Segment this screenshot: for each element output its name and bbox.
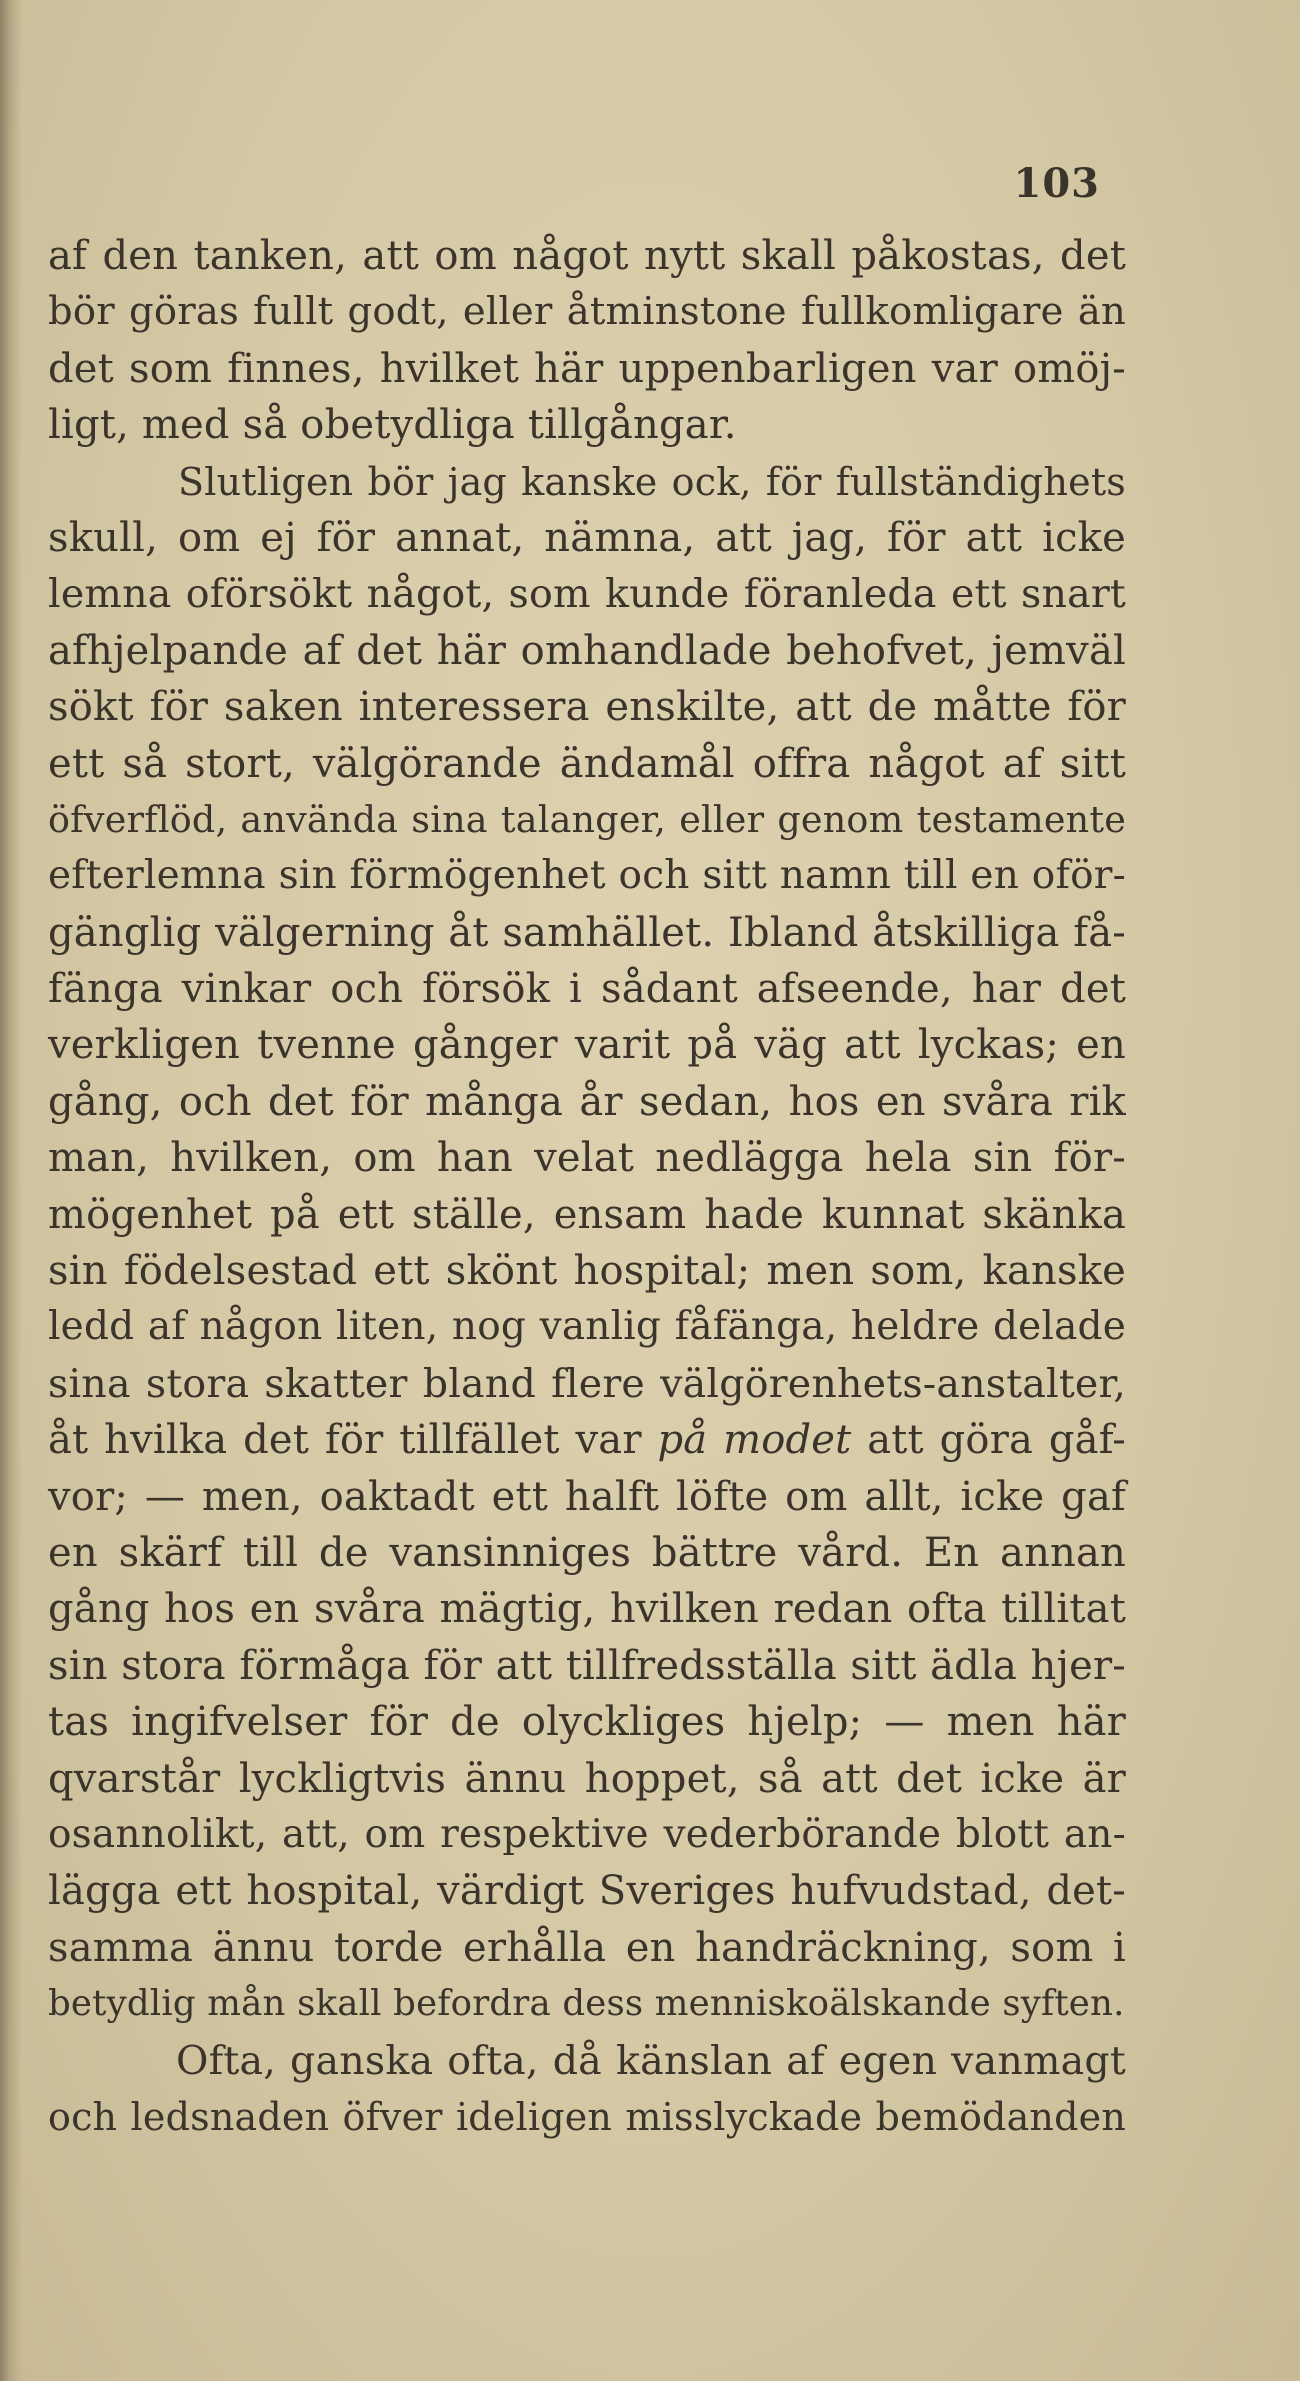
text-line: ligt, med så obetydliga tillgångar. <box>48 402 737 449</box>
text-line: vor; — men, oaktadt ett halft löfte om allt, icke gaf <box>48 1473 1126 1520</box>
text-line: sökt för saken interessera enskilte, att de måtte för <box>48 684 1126 731</box>
text-line: ledd af någon liten, nog vanlig fåfänga, heldre delade <box>48 1304 1126 1350</box>
text-line: man, hvilken, om han velat nedlägga hela sin för- <box>48 1135 1126 1182</box>
text-line: en skärf till de vansinniges bättre vård. En annan <box>48 1529 1126 1576</box>
text-line: gång hos en svåra mägtig, hvilken redan ofta tillitat <box>48 1586 1126 1633</box>
page-number: 103 <box>1013 160 1100 207</box>
text-segment: att göra gåf- <box>867 1417 1127 1464</box>
text-line: det som finnes, hvilket här uppenbarligen var omöj- <box>48 345 1126 392</box>
text-line: verkligen tvenne gånger varit på väg att lyckas; en <box>48 1022 1126 1069</box>
text-line: qvarstår lyckligtvis ännu hoppet, så att det icke är <box>48 1755 1126 1802</box>
text-line: efterlemna sin förmögenhet och sitt namn till en oför- <box>48 853 1126 899</box>
italic-phrase: på modet <box>657 1417 852 1464</box>
text-line: mögenhet på ett ställe, ensam hade kunnat skänka <box>48 1191 1126 1238</box>
paragraph-start-line: Ofta, ganska ofta, då känslan af egen vanmagt <box>176 2037 1126 2084</box>
text-line: lemna oförsökt något, som kunde föranleda ett snart <box>48 571 1126 618</box>
text-line: sin stora förmåga för att tillfredsställa sitt ädla hjer- <box>48 1642 1126 1689</box>
text-line: gänglig välgerning åt samhället. Ibland åtskilliga få- <box>48 909 1126 956</box>
text-line: lägga ett hospital, värdigt Sveriges hufvudstad, det- <box>48 1868 1126 1915</box>
text-line: afhjelpande af det här omhandlade behofvet, jemväl <box>48 627 1126 674</box>
text-line: öfverflöd, använda sina talanger, eller genom testamente <box>48 797 1126 841</box>
text-line: skull, om ej för annat, nämna, att jag, för att icke <box>48 514 1126 561</box>
text-line: tas ingifvelser för de olyckliges hjelp; — men här <box>48 1699 1126 1746</box>
text-line: bör göras fullt godt, eller åtminstone fullkomligare än <box>48 289 1126 335</box>
text-line: ett så stort, välgörande ändamål offra något af sitt <box>48 740 1126 787</box>
text-line: osannolikt, att, om respektive vederbörande blott an- <box>48 1811 1126 1857</box>
text-line: sina stora skatter bland flere välgörenhets-anstalter, <box>48 1360 1126 1407</box>
text-line-with-italic <box>48 1412 1126 1468</box>
text-line: sin födelsestad ett skönt hospital; men som, kanske <box>48 1248 1126 1295</box>
paragraph-start-line: Slutligen bör jag kanske ock, för fullständighets <box>178 459 1126 504</box>
text-line: fänga vinkar och försök i sådant afseende, har det <box>48 966 1126 1013</box>
body-text <box>48 228 1126 2145</box>
text-line: gång, och det för många år sedan, hos en svåra rik <box>48 1078 1126 1125</box>
text-line: och ledsnaden öfver ideligen misslyckade bemödanden <box>48 2094 1126 2139</box>
text-line: af den tanken, att om något nytt skall påkostas, det <box>48 233 1126 279</box>
text-line: samma ännu torde erhålla en handräckning, som i <box>48 1924 1126 1971</box>
text-line: betydlig mån skall befordra dess menniskoälskande syften. <box>48 1983 1125 2025</box>
text-segment: åt hvilka det för tillfället var <box>48 1417 642 1464</box>
